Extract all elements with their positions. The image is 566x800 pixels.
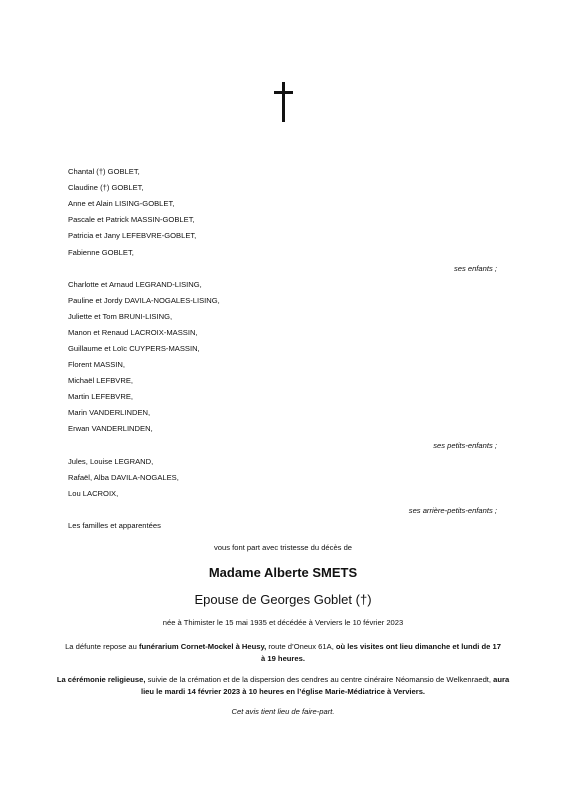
list-item: Manon et Renaud LACROIX-MASSIN,: [68, 328, 198, 337]
ceremony-paragraph: La cérémonie religieuse, suivie de la crémation et de la dispersion des cendres au centre cinéraire Néomansio de Welkenraedt, aura lieu le mardi 14 février 2023 à 10 heures en l’église Marie-Médiatrice à Verviers.: [56, 675, 510, 696]
list-item: Jules, Louise LEGRAND,: [68, 457, 154, 466]
list-item: Guillaume et Loïc CUYPERS-MASSIN,: [68, 344, 200, 353]
list-item: Anne et Alain LISING-GOBLET,: [68, 199, 175, 208]
list-item: Pauline et Jordy DAVILA-NOGALES-LISING,: [68, 296, 220, 305]
list-item: Patricia et Jany LEFEBVRE-GOBLET,: [68, 231, 197, 240]
great-grandchildren-label: ses arrière-petits-enfants ;: [408, 506, 497, 515]
rest-paragraph: La défunte repose au funérarium Cornet-Mockel à Heusy, route d’Oneux 61A, où les visites ont lieu dimanche et lundi de 17 à 19 heures.: [65, 642, 501, 663]
list-item: Chantal (†) GOBLET,: [68, 167, 140, 176]
birth-death: née à Thimister le 15 mai 1935 et décédée à Verviers le 10 février 2023: [162, 618, 404, 627]
list-item: Florent MASSIN,: [68, 360, 125, 369]
list-item: Claudine (†) GOBLET,: [68, 183, 144, 192]
families-line: Les familles et apparentées: [68, 521, 161, 530]
list-item: Erwan VANDERLINDEN,: [68, 424, 153, 433]
list-item: Juliette et Tom BRUNI-LISING,: [68, 312, 173, 321]
list-item: Martin LEFEBVRE,: [68, 392, 133, 401]
list-item: Charlotte et Arnaud LEGRAND-LISING,: [68, 280, 202, 289]
list-item: Fabienne GOBLET,: [68, 248, 134, 257]
children-label: ses enfants ;: [453, 264, 497, 273]
cross-icon: [272, 82, 296, 122]
closing-note: Cet avis tient lieu de faire-part.: [231, 707, 335, 716]
announcement: vous font part avec tristesse du décès de: [213, 543, 353, 552]
list-item: Lou LACROIX,: [68, 489, 119, 498]
grandchildren-label: ses petits-enfants ;: [433, 441, 497, 450]
deceased-name: Madame Alberte SMETS: [208, 565, 358, 580]
list-item: Rafaël, Alba DAVILA-NOGALES,: [68, 473, 179, 482]
list-item: Pascale et Patrick MASSIN-GOBLET,: [68, 215, 195, 224]
spouse-line: Epouse de Georges Goblet (†): [194, 592, 372, 607]
list-item: Michaël LEFBVRE,: [68, 376, 133, 385]
list-item: Marin VANDERLINDEN,: [68, 408, 151, 417]
